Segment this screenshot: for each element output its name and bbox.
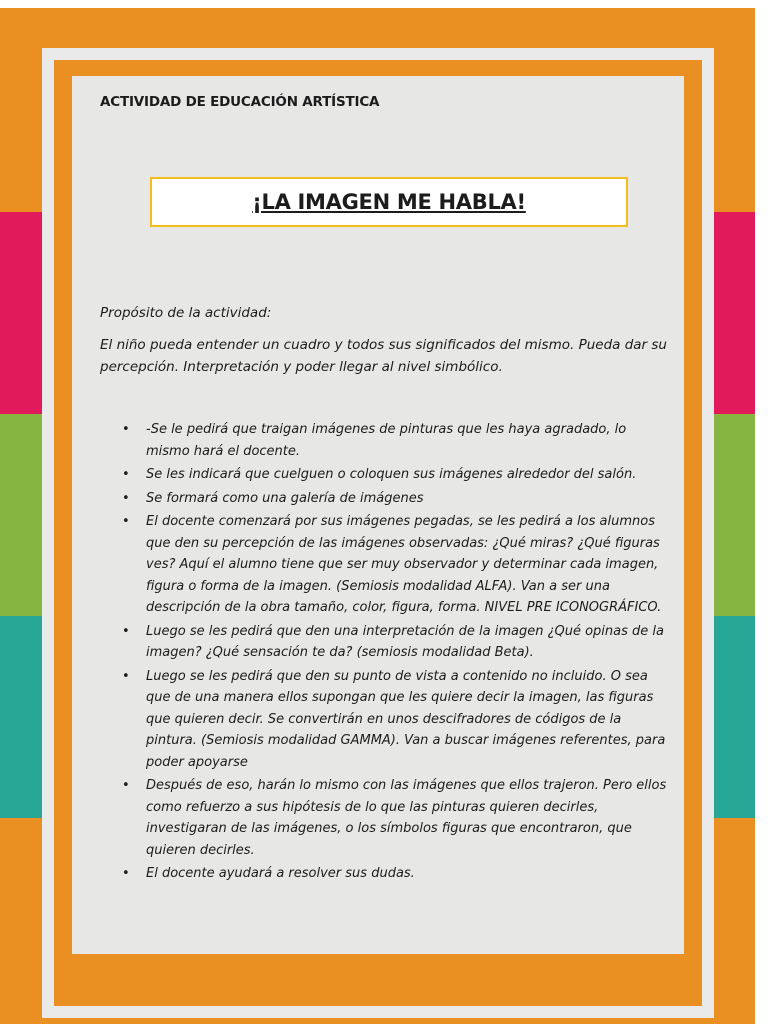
bullet-icon: •	[122, 866, 130, 881]
bullet-icon: •	[122, 467, 130, 482]
list-item-text: Luego se les pedirá que den una interpretación de la imagen ¿Qué opinas de la imagen? ¿Qué sensación te da? (semiosis modalidad Beta).	[146, 623, 664, 660]
list-item-text: Se formará como una galería de imágenes	[146, 490, 424, 506]
bullet-icon: •	[122, 490, 130, 506]
list-item-text: El docente ayudará a resolver sus dudas.	[146, 866, 415, 881]
bullet-icon: •	[122, 514, 130, 529]
list-item	[100, 488, 672, 510]
list-item-text: Luego se les pedirá que den su punto de vista a contenido no incluido. O sea que de una manera ellos supongan que les quiere decir la imagen, las figuras que quieren decir. Se convertirán en unos descifradores de códigos de la pintura. (Semiosis modalidad GAMMA). Van a buscar imágenes referentes, para poder apoyarse	[146, 668, 666, 770]
list-item	[100, 511, 672, 619]
list-item	[100, 419, 672, 462]
bullet-icon: •	[122, 668, 130, 684]
bullet-icon: •	[122, 422, 130, 437]
bullet-icon: •	[122, 623, 130, 639]
bullet-icon: •	[122, 778, 130, 793]
list-item	[100, 666, 672, 774]
document-header: ACTIVIDAD DE EDUCACIÓN ARTÍSTICA	[100, 94, 380, 110]
page-title: ¡LA IMAGEN ME HABLA!	[252, 190, 526, 214]
list-item-text: -Se le pedirá que traigan imágenes de pinturas que les haya agradado, lo mismo hará el docente.	[146, 422, 627, 459]
list-item	[100, 464, 672, 486]
list-item-text: Se les indicará que cuelguen o coloquen sus imágenes alrededor del salón.	[146, 467, 637, 482]
list-item	[100, 621, 672, 664]
title-box	[150, 177, 628, 227]
list-item	[100, 863, 672, 885]
list-item-text: El docente comenzará por sus imágenes pegadas, se les pedirá a los alumnos que den su percepción de las imágenes observadas: ¿Qué miras? ¿Qué figuras ves? Aquí el alumno tiene que ser muy observador y determinar cada imagen, figura o forma de la imagen. (Semiosis modalidad ALFA). Van a ser una descripción de la obra tamaño, color, figura, forma. NIVEL PRE ICONOGRÁFICO.	[146, 514, 662, 615]
list-item	[100, 775, 672, 861]
purpose-label: Propósito de la actividad:	[100, 305, 272, 321]
purpose-text: El niño pueda entender un cuadro y todos sus significados del mismo. Pueda dar su percepción. Interpretación y poder llegar al nivel simbólico.	[100, 337, 667, 375]
activity-list	[100, 419, 672, 887]
document-content	[72, 76, 684, 954]
list-item-text: Después de eso, harán lo mismo con las imágenes que ellos trajeron. Pero ellos como refuerzo a sus hipótesis de lo que las pinturas quieren decirles, investigaran de las imágenes, o los símbolos figuras que encontraron, que quieren decirles.	[146, 778, 667, 858]
